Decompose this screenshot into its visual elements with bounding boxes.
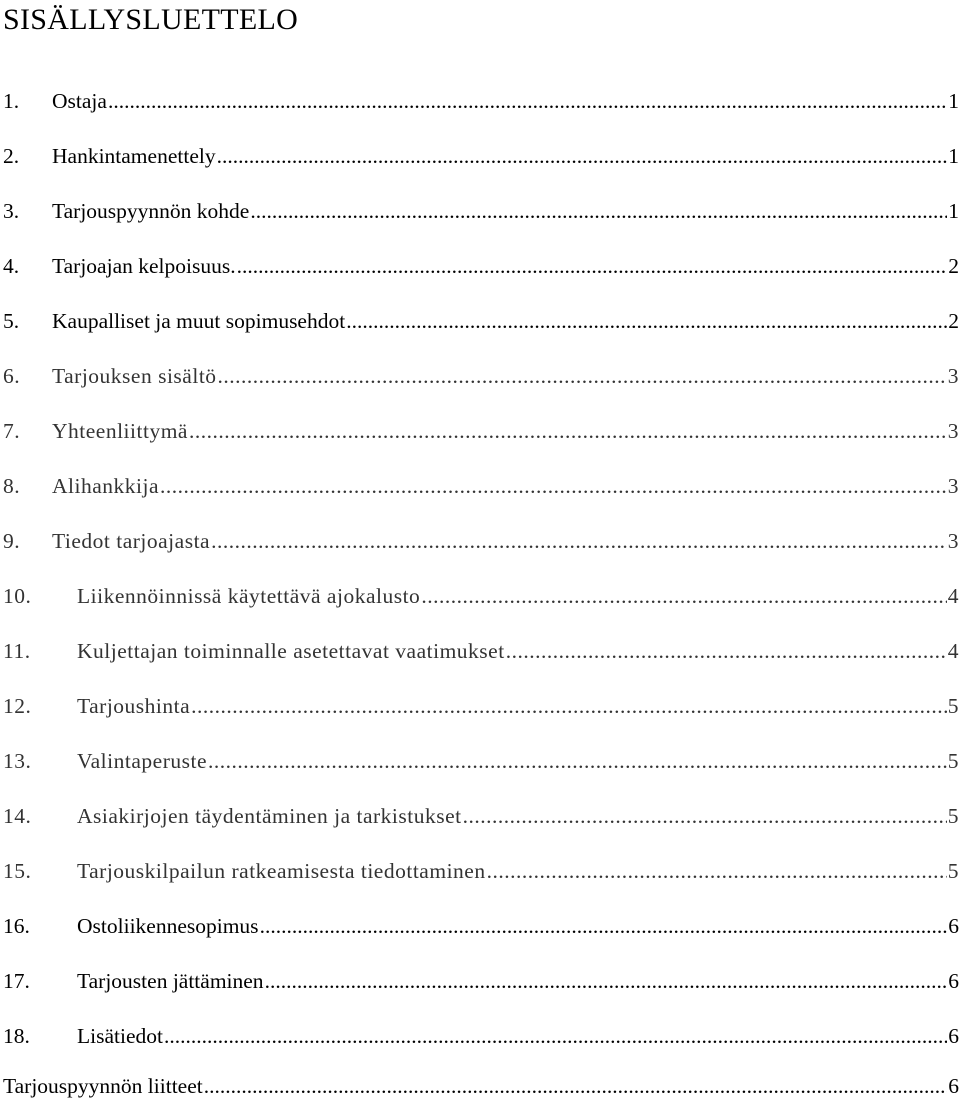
toc-entry-page: 5 bbox=[947, 804, 959, 828]
toc-entry-page: 1 bbox=[948, 89, 959, 113]
toc-entry-label: Liikennöinnissä käytettävä ajokalusto bbox=[77, 584, 421, 608]
toc-entry-label: Ostaja bbox=[52, 89, 107, 113]
toc-entry[interactable] bbox=[0, 86, 960, 116]
toc-entry[interactable] bbox=[0, 746, 960, 776]
toc-entry[interactable] bbox=[0, 1021, 960, 1051]
toc-entry-label: Tarjoushinta bbox=[77, 694, 191, 718]
dot-leader bbox=[164, 1021, 947, 1051]
dot-leader bbox=[204, 1071, 948, 1101]
toc-entry-number: 17. bbox=[3, 969, 30, 993]
toc-entry-label: Tarjouspyynnön liitteet bbox=[3, 1074, 203, 1098]
toc-appendix-entry[interactable] bbox=[0, 1071, 960, 1101]
toc-entry-number: 18. bbox=[3, 1024, 30, 1048]
toc-entry-number: 14. bbox=[3, 804, 32, 828]
toc-entry-number: 8. bbox=[3, 474, 21, 498]
toc-entry-page: 6 bbox=[948, 969, 959, 993]
toc-entry[interactable] bbox=[0, 196, 960, 226]
toc-entry-page: 6 bbox=[948, 1074, 959, 1098]
dot-leader bbox=[191, 691, 947, 721]
dot-leader bbox=[160, 471, 947, 501]
toc-entry-label: Yhteenliittymä bbox=[52, 419, 188, 443]
toc-entry-label: Tarjousten jättäminen bbox=[77, 969, 264, 993]
toc-entry-label: Hankintamenettely bbox=[52, 144, 216, 168]
toc-entry-label: Alihankkija bbox=[52, 474, 160, 498]
dot-leader bbox=[487, 856, 947, 886]
dot-leader bbox=[260, 911, 948, 941]
toc-entry[interactable] bbox=[0, 416, 960, 446]
toc-entry[interactable] bbox=[0, 306, 960, 336]
toc-entry[interactable] bbox=[0, 471, 960, 501]
dot-leader bbox=[237, 251, 948, 281]
toc-entry-label: Ostoliikennesopimus bbox=[77, 914, 259, 938]
toc-entry[interactable] bbox=[0, 581, 960, 611]
toc-entry-page: 2 bbox=[948, 254, 959, 278]
toc-entry-page: 4 bbox=[947, 639, 959, 663]
toc-entry-number: 16. bbox=[3, 914, 30, 938]
toc-entry[interactable] bbox=[0, 856, 960, 886]
toc-entry-page: 6 bbox=[948, 914, 959, 938]
toc-entry[interactable] bbox=[0, 526, 960, 556]
toc-entry-number: 11. bbox=[3, 639, 31, 663]
toc-entry[interactable] bbox=[0, 801, 960, 831]
toc-entry-label: Valintaperuste bbox=[77, 749, 207, 773]
dot-leader bbox=[463, 801, 947, 831]
dot-leader bbox=[189, 416, 947, 446]
toc-entry-number: 10. bbox=[3, 584, 32, 608]
toc-entry-page: 5 bbox=[947, 694, 959, 718]
dot-leader bbox=[265, 966, 948, 996]
toc-entry-number: 12. bbox=[3, 694, 32, 718]
toc-entry[interactable] bbox=[0, 691, 960, 721]
dot-leader bbox=[506, 636, 947, 666]
toc-entry-page: 3 bbox=[947, 529, 959, 553]
dot-leader bbox=[421, 581, 946, 611]
toc-entry-label: Asiakirjojen täydentäminen ja tarkistukset bbox=[77, 804, 462, 828]
toc-entry-number: 1. bbox=[3, 89, 20, 113]
toc-entry-label: Tarjouskilpailun ratkeamisesta tiedottaminen bbox=[77, 859, 486, 883]
dot-leader bbox=[217, 141, 948, 171]
toc-entry[interactable] bbox=[0, 911, 960, 941]
toc-entry-page: 1 bbox=[948, 144, 959, 168]
toc-entry-number: 13. bbox=[3, 749, 32, 773]
toc-entry-number: 5. bbox=[3, 309, 20, 333]
toc-entry-page: 5 bbox=[947, 859, 959, 883]
toc-entry-number: 15. bbox=[3, 859, 32, 883]
dot-leader bbox=[346, 306, 947, 336]
toc-entry[interactable] bbox=[0, 361, 960, 391]
toc-entry-label: Lisätiedot bbox=[77, 1024, 163, 1048]
toc-entry-number: 3. bbox=[3, 199, 20, 223]
toc-entry-number: 4. bbox=[3, 254, 20, 278]
page-title: SISÄLLYSLUETTELO bbox=[3, 3, 299, 36]
toc-entry-number: 9. bbox=[3, 529, 21, 553]
toc-entry-page: 3 bbox=[947, 474, 959, 498]
toc-entry-label: Tarjoajan kelpoisuus. bbox=[52, 254, 236, 278]
dot-leader bbox=[218, 361, 947, 391]
toc-entry-page: 6 bbox=[948, 1024, 959, 1048]
dot-leader bbox=[211, 526, 947, 556]
dot-leader bbox=[250, 196, 947, 226]
toc-entry-page: 5 bbox=[947, 749, 959, 773]
toc-entry-number: 6. bbox=[3, 364, 21, 388]
dot-leader bbox=[208, 746, 947, 776]
toc-entry-label: Kuljettajan toiminnalle asetettavat vaatimukset bbox=[77, 639, 505, 663]
toc-entry-number: 7. bbox=[3, 419, 21, 443]
toc-entry-label: Tiedot tarjoajasta bbox=[52, 529, 211, 553]
toc-entry-label: Tarjouksen sisältö bbox=[52, 364, 217, 388]
toc-entry[interactable] bbox=[0, 141, 960, 171]
toc-entry-page: 3 bbox=[947, 419, 959, 443]
toc-entry[interactable] bbox=[0, 636, 960, 666]
toc-entry-page: 4 bbox=[947, 584, 959, 608]
toc-entry-page: 1 bbox=[948, 199, 959, 223]
toc-entry-page: 2 bbox=[948, 309, 959, 333]
toc-entry-label: Tarjouspyynnön kohde bbox=[52, 199, 250, 223]
toc-entry[interactable] bbox=[0, 966, 960, 996]
toc-entry[interactable] bbox=[0, 251, 960, 281]
dot-leader bbox=[108, 86, 947, 116]
toc-entry-number: 2. bbox=[3, 144, 20, 168]
toc-entry-page: 3 bbox=[947, 364, 959, 388]
toc-entry-label: Kaupalliset ja muut sopimusehdot bbox=[52, 309, 346, 333]
